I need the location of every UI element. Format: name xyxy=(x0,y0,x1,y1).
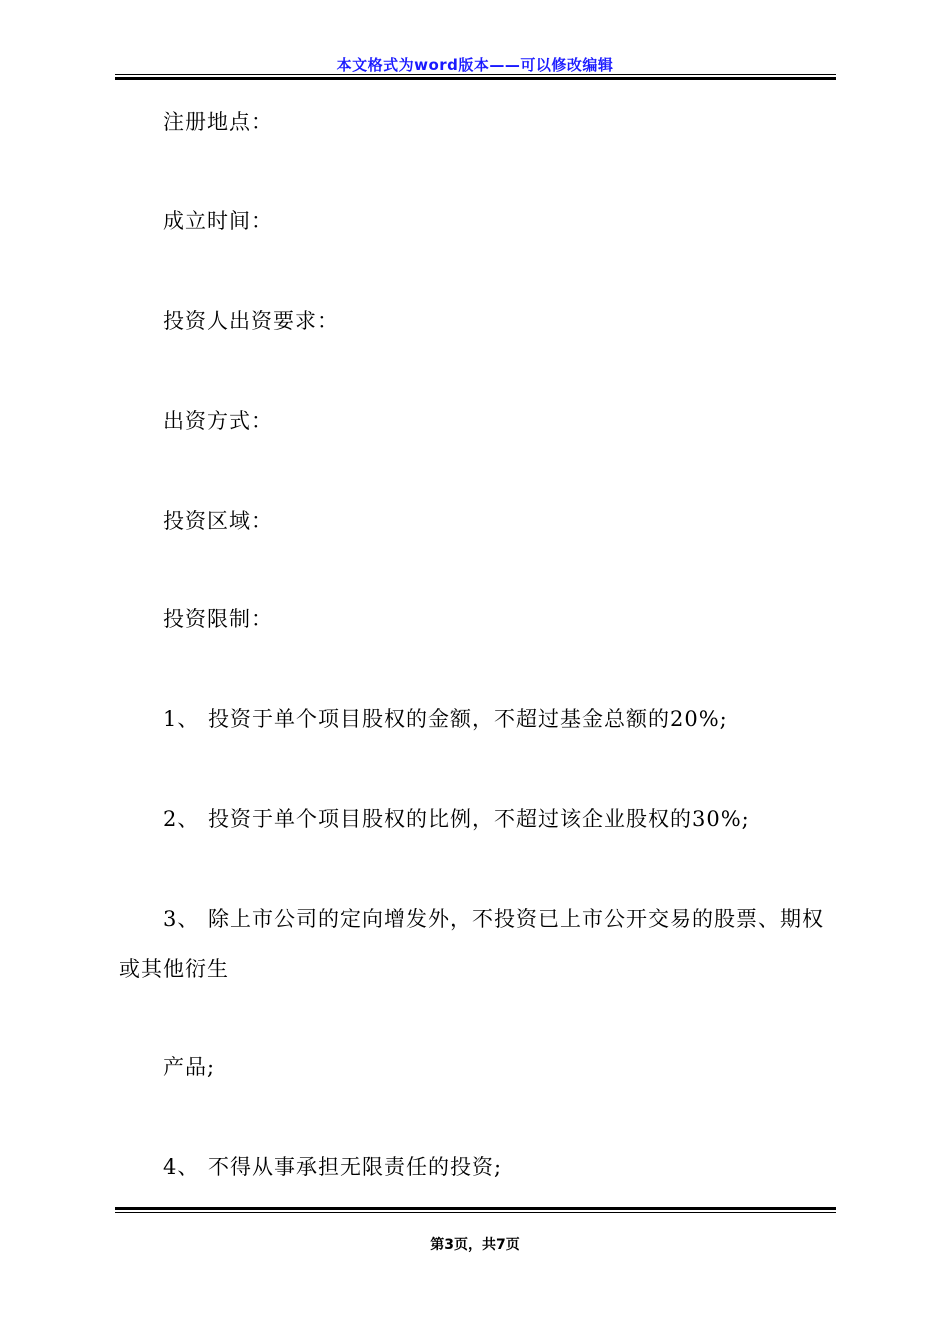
list-item-number: 4、 xyxy=(163,1155,200,1179)
list-item xyxy=(163,1154,502,1180)
list-item-tail: 产品; xyxy=(163,1055,216,1079)
field-registered-address: 注册地点： xyxy=(163,110,273,134)
field-investment-limits: 投资限制： xyxy=(163,607,273,631)
list-item-text: 除上市公司的定向增发外，不投资已上市公开交易的股票、期权 xyxy=(208,907,824,931)
page-number: 第3页，共7页 xyxy=(430,1237,520,1253)
field-established-date: 成立时间： xyxy=(163,209,273,233)
header-rule-thin xyxy=(115,74,836,75)
list-item-wrap: 或其他衍生 xyxy=(119,957,229,981)
page-header: 本文格式为word版本——可以修改编辑 xyxy=(336,56,614,74)
list-item-number: 1、 xyxy=(163,707,200,731)
footer-rule-thick xyxy=(115,1207,836,1210)
list-item xyxy=(163,906,824,932)
list-item xyxy=(163,806,750,832)
list-item-number: 2、 xyxy=(163,807,200,831)
list-item-text: 投资于单个项目股权的金额，不超过基金总额的20%; xyxy=(208,707,728,731)
field-investor-contribution: 投资人出资要求： xyxy=(163,309,339,333)
list-item-number: 3、 xyxy=(163,907,200,931)
field-contribution-method: 出资方式： xyxy=(163,409,273,433)
list-item xyxy=(163,706,728,732)
field-investment-region: 投资区域： xyxy=(163,509,273,533)
footer-rule-thin xyxy=(115,1212,836,1213)
list-item-text: 不得从事承担无限责任的投资; xyxy=(208,1155,503,1179)
header-rule-thick xyxy=(115,77,836,80)
list-item-text: 投资于单个项目股权的比例，不超过该企业股权的30%; xyxy=(208,807,750,831)
